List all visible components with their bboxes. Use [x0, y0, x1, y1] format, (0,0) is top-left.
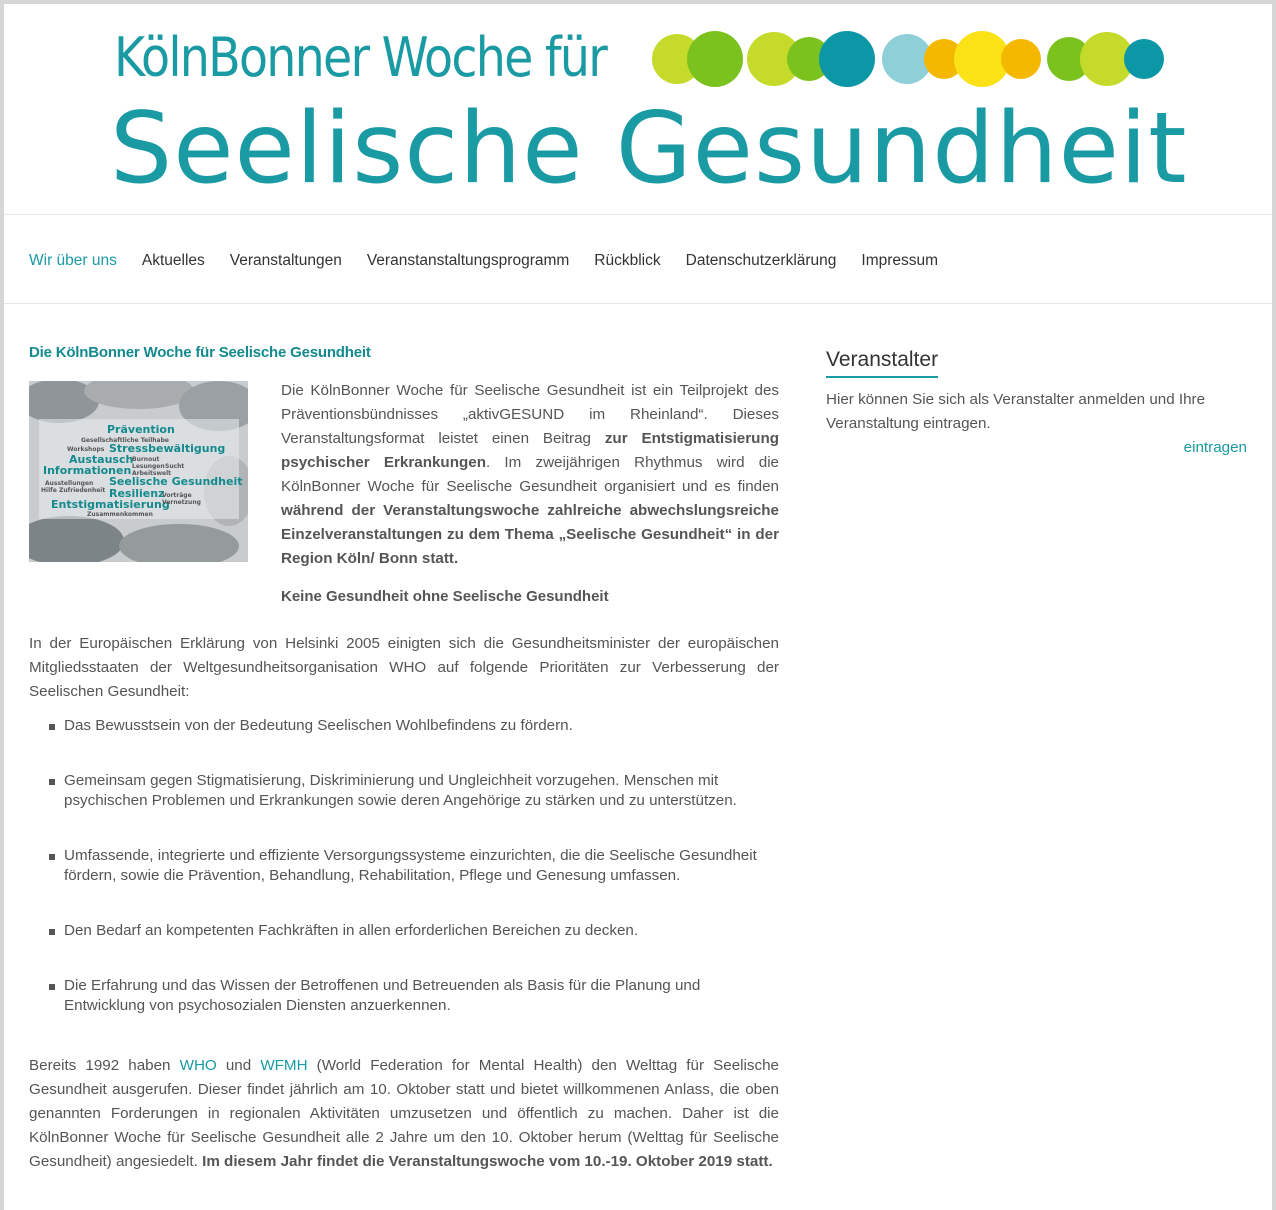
wfmh-link[interactable]: WFMH: [260, 1057, 308, 1074]
article: [29, 344, 780, 1170]
main-navigation: [4, 215, 1272, 304]
cloud-word-zusammenkommen: Zusammenkommen: [87, 511, 153, 518]
cloud-word-sucht: Sucht: [165, 463, 185, 470]
cloud-word-seelische-gesundheit: Seelische Gesundheit: [109, 475, 243, 488]
logo-line-1[interactable]: KölnBonner Woche für: [114, 26, 607, 89]
closing-bold: Im diesem Jahr findet die Veranstaltungswoche vom 10.-19. Oktober 2019 statt.: [202, 1153, 773, 1170]
sidebar-widget-veranstalter: [826, 348, 1247, 460]
nav-item-aktuelles[interactable]: Aktuelles: [141, 252, 205, 269]
closing-text-1: Bereits 1992 haben: [29, 1057, 180, 1074]
nav-item-impressum[interactable]: Impressum: [861, 252, 939, 269]
cloud-word-vernetzung: Vernetzung: [162, 499, 201, 506]
cloud-word-entstigmatisierung: Entstigmatisierung: [51, 498, 170, 511]
nav-item-veranstaltungsprogramm[interactable]: Veranstanstaltungsprogramm: [366, 252, 570, 269]
page: [4, 4, 1272, 1210]
cloud-word-burnout: Burnout: [132, 456, 160, 463]
logo-dots-graphic: [649, 26, 1169, 96]
cloud-word-informationen: Informationen: [43, 464, 132, 477]
logo-line-2[interactable]: Seelische Gesundheit: [110, 92, 1188, 206]
list-item: Die Erfahrung und das Wissen der Betroffenen und Betreuenden als Basis für die Planung und Entwicklung von psychosozialen Diensten anzuerkennen.: [29, 976, 779, 1016]
nav-item-rueckblick[interactable]: Rückblick: [594, 252, 661, 269]
nav-item-datenschutz[interactable]: Datenschutzerklärung: [685, 252, 837, 269]
cloud-word-resilienz: Resilienz: [109, 487, 165, 500]
cloud-word-zufriedenheit: Zufriedenheit: [59, 487, 106, 494]
priorities-list: [29, 716, 779, 1051]
intro-text-1: Die KölnBonner Woche für Seelische Gesundheit ist ein Teilprojekt des Präventionsbündnisses „aktivGESUND im Rheinland“. Dieses Veranstaltungsformat leistet einen Beitrag: [281, 382, 779, 447]
cloud-word-praevention: Prävention: [107, 423, 175, 436]
cloud-word-hilfe: Hilfe: [41, 487, 57, 494]
list-item: Das Bewusstsein von der Bedeutung Seelischen Wohlbefindens zu fördern.: [29, 716, 779, 736]
word-cloud-image[interactable]: [29, 381, 248, 562]
cloud-word-vortraege: Vorträge: [162, 492, 192, 499]
cloud-word-ausstellungen: Ausstellungen: [45, 480, 94, 487]
closing-paragraph: [29, 1054, 779, 1174]
intro-bold-1: zur Entstigmatisierung psychischer Erkrankungen: [281, 430, 779, 471]
intro-paragraph: [281, 379, 779, 571]
motto-heading: Keine Gesundheit ohne Seelische Gesundheit: [281, 588, 609, 605]
eintragen-link[interactable]: eintragen: [1183, 439, 1247, 456]
cloud-word-arbeitswelt: Arbeitswelt: [132, 470, 171, 477]
cloud-word-austausch: Austausch: [69, 453, 134, 466]
list-item: Gemeinsam gegen Stigmatisierung, Diskriminierung und Ungleichheit vorzugehen. Menschen mit psychischen Problemen und Erkrankungen sowie deren Angehörige zu stärken und zu unterstützen.: [29, 771, 779, 811]
intro-bold-2: während der Veranstaltungswoche zahlreiche abwechslungsreiche Einzelveranstaltungen zu dem Thema „Seelische Gesundheit“ in der Region Köln/ Bonn statt.: [281, 502, 779, 567]
cloud-word-teilhabe: Gesellschaftliche Teilhabe: [81, 437, 169, 444]
nav-item-wir-ueber-uns[interactable]: Wir über uns: [29, 252, 117, 269]
sidebar-text: Hier können Sie sich als Veranstalter anmelden und Ihre Veranstaltung eintragen.: [826, 391, 1206, 432]
nav-item-veranstaltungen[interactable]: Veranstaltungen: [229, 252, 342, 269]
closing-text-2: und: [216, 1057, 261, 1074]
cloud-word-workshops: Workshops: [67, 446, 105, 453]
who-link[interactable]: WHO: [179, 1057, 217, 1074]
sidebar-title: Veranstalter: [826, 348, 938, 378]
intro-section: [29, 379, 779, 609]
helsinki-paragraph: In der Europäischen Erklärung von Helsinki 2005 einigten sich die Gesundheitsminister der europäischen Mitgliedsstaaten der Weltgesundheitsorganisation WHO auf folgende Prioritäten zur Verbesserung der Seelischen Gesundheit:: [29, 635, 779, 700]
cloud-word-lesungen: Lesungen: [132, 463, 165, 470]
list-item: Umfassende, integrierte und effiziente Versorgungssysteme einzurichten, die die Seelische Gesundheit fördern, sowie die Prävention, Behandlung, Rehabilitation, Pflege und Genesung umfassen.: [29, 846, 779, 886]
intro-text-2: . Im zweijährigen Rhythmus wird die KölnBonner Woche für Seelische Gesundheit organisiert und es finden: [281, 454, 780, 495]
closing-text-3: (World Federation for Mental Health) den Welttag für Seelische Gesundheit ausgerufen. Dieser findet jährlich am 10. Oktober statt und bietet willkommenen Anlass, die oben genannten Forderungen in regionalen Aktivitäten umzusetzen und öffentlich zu machen. Daher ist die KölnBonner Woche für Seelische Gesundheit alle 2 Jahre um den 10. Oktober herum (Welttag für Seelische Gesundheit) angesiedelt.: [29, 1057, 779, 1170]
list-item: Den Bedarf an kompetenten Fachkräften in allen erforderlichen Bereichen zu decken.: [29, 921, 779, 941]
cloud-word-stressbewaeltigung: Stressbewältigung: [109, 442, 226, 455]
article-title: Die KölnBonner Woche für Seelische Gesundheit: [29, 344, 371, 361]
site-header: [4, 4, 1272, 215]
